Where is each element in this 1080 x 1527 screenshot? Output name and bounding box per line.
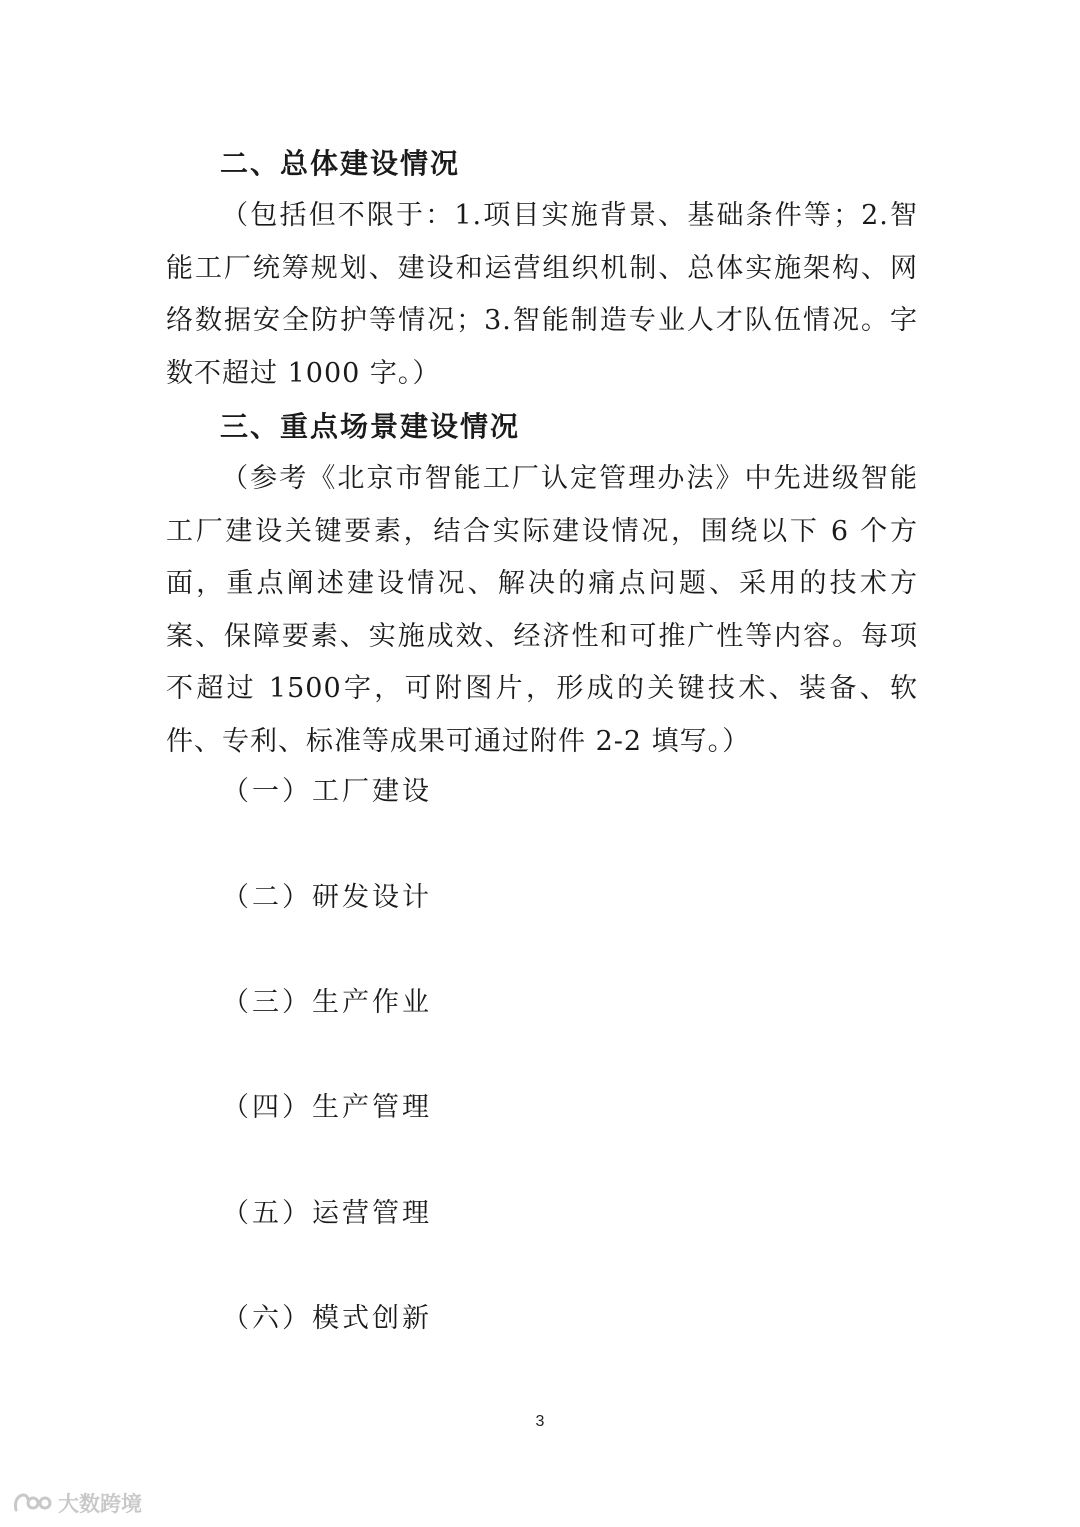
subsection-rd-design: （二）研发设计 [222,882,432,913]
section-2-heading: 二、总体建设情况 [220,147,461,180]
section-2-paragraph-text: （包括但不限于：1.项目实施背景、基础条件等；2.智能工厂统筹规划、建设和运营组织机制、总体实施架构、网络数据安全防护等情况；3.智能制造专业人才队伍情况。字数不超过 1000 字。） [166,200,918,389]
section-2-paragraph [166,190,918,400]
section-3-paragraph-text: （参考《北京市智能工厂认定管理办法》中先进级智能工厂建设关键要素，结合实际建设情况，围绕以下 6 个方面，重点阐述建设情况、解决的痛点问题、采用的技术方案、保障要素、实施成效、经济性和可推广性等内容。每项不超过 1500字，可附图片，形成的关键技术、装备、软件、专利、标准等成果可通过附件 2-2 填写。） [166,463,918,757]
section-3-paragraph [166,453,918,768]
section-3-heading: 三、重点场景建设情况 [220,410,521,443]
subsection-production-operations: （三）生产作业 [222,987,432,1018]
subsection-production-management: （四）生产管理 [222,1092,432,1123]
logo-icon [12,1490,52,1516]
watermark-text: 大数跨境 [58,1492,142,1516]
subsection-operations-management: （五）运营管理 [222,1198,432,1229]
subsection-model-innovation: （六）模式创新 [222,1303,432,1334]
watermark [12,1488,142,1518]
page-number: 3 [535,1413,545,1430]
subsection-factory-construction: （一）工厂建设 [222,776,432,807]
